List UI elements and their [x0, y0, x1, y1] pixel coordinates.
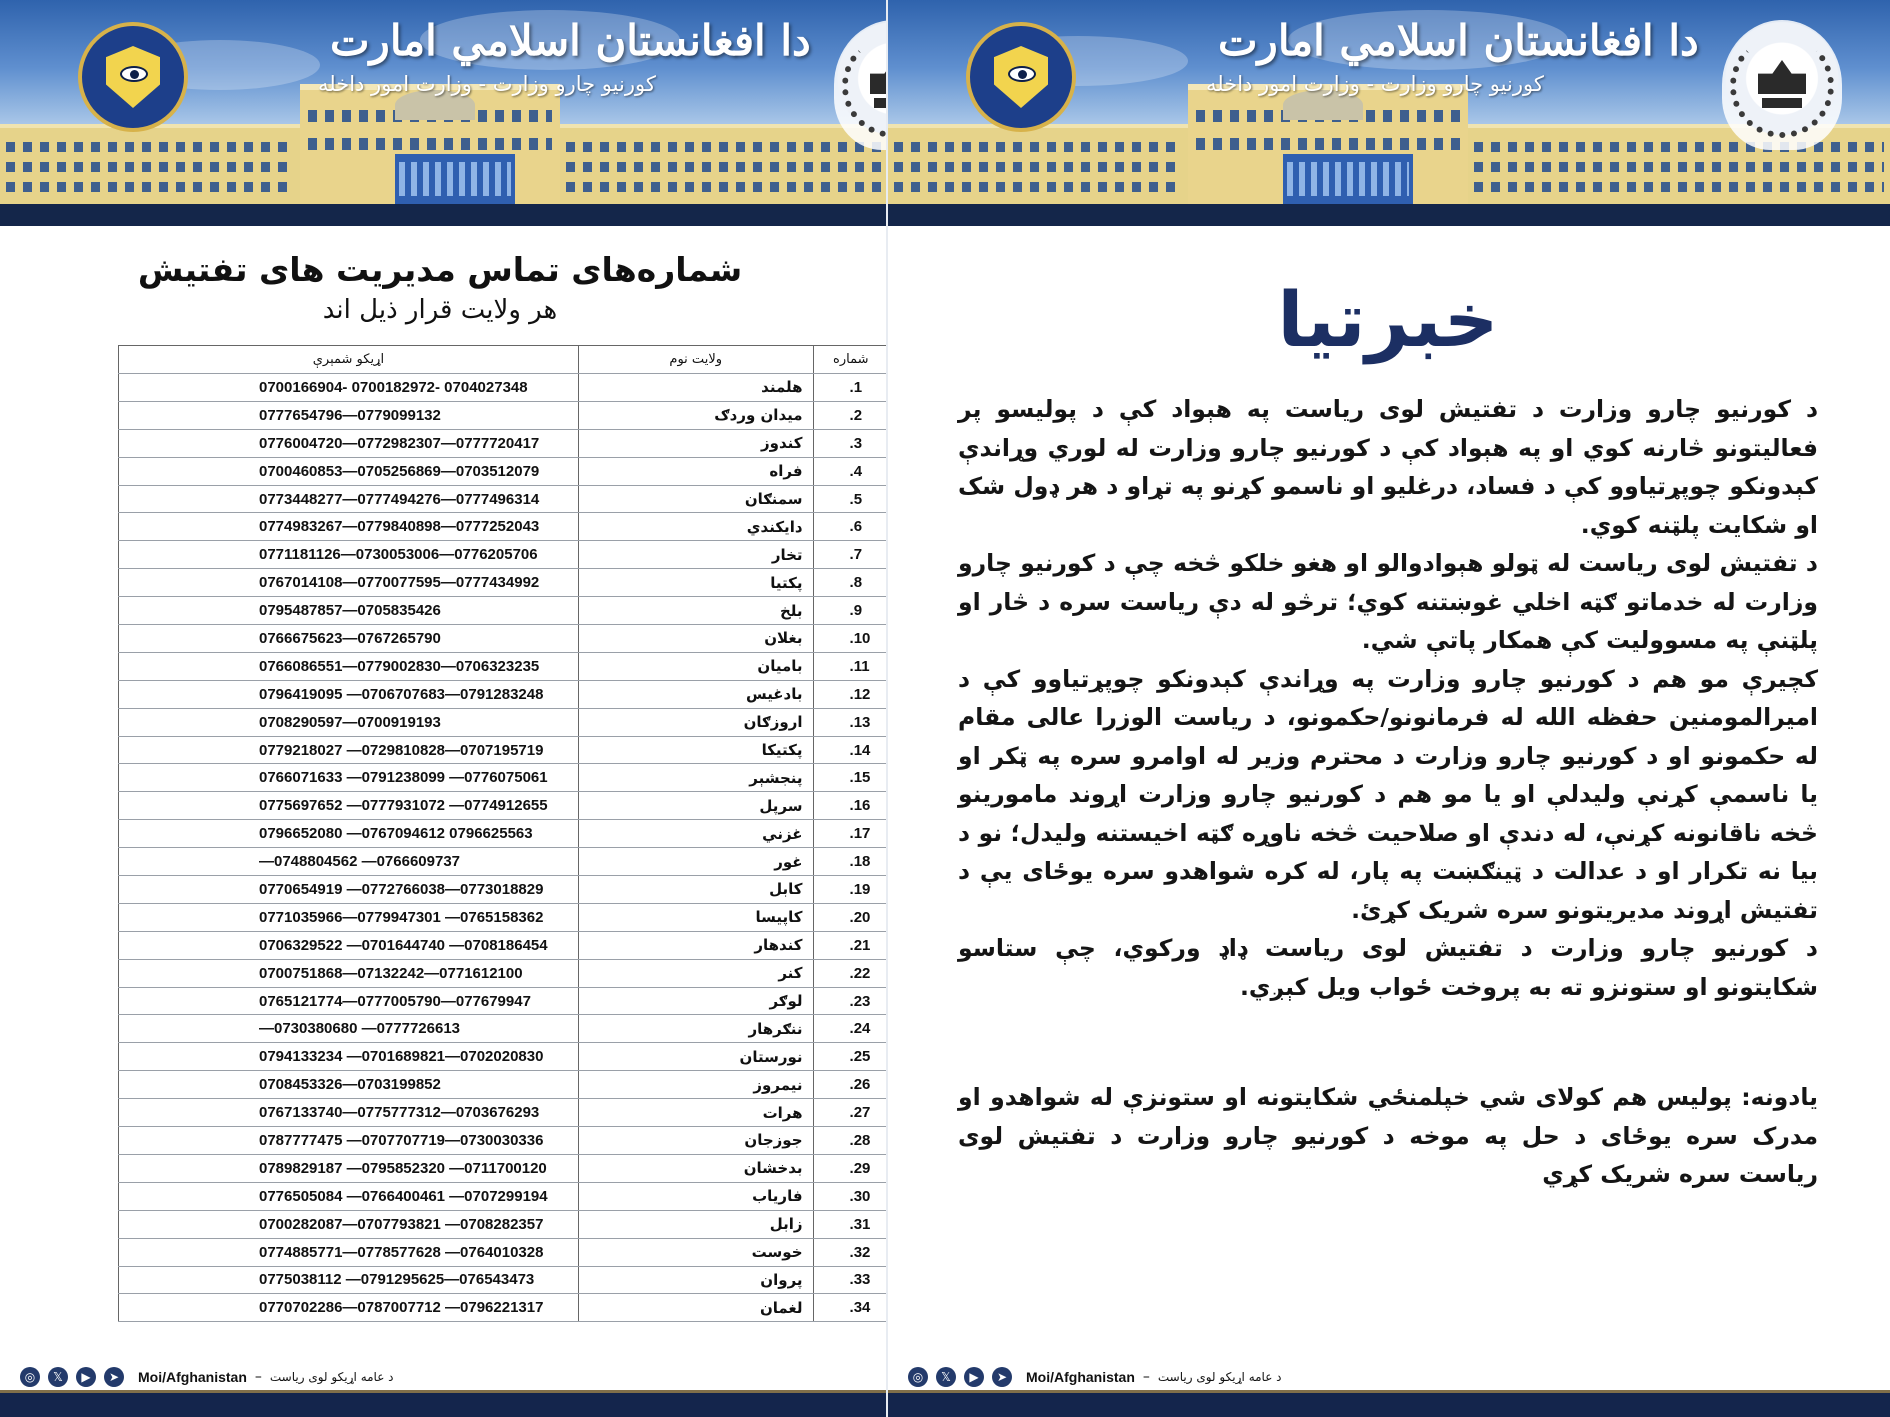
phone-cell: 0787777475 —0707707719—0730030336: [119, 1127, 579, 1155]
phone-cell: 0776505084 —0766400461 —0707299194: [119, 1182, 579, 1210]
province-cell: خوست: [578, 1238, 813, 1266]
province-cell: غور: [578, 848, 813, 876]
telegram-icon[interactable]: ➤: [992, 1367, 1012, 1387]
building-entrance: [1283, 154, 1413, 204]
province-cell: نورستان: [578, 1043, 813, 1071]
building-entrance: [395, 154, 515, 204]
table-row: [119, 987, 889, 1015]
number-cell: .26: [813, 1071, 888, 1099]
province-cell: دایکندي: [578, 513, 813, 541]
number-cell: .28: [813, 1127, 888, 1155]
table-row: [119, 625, 889, 653]
number-cell: .24: [813, 1015, 888, 1043]
phone-cell: 0777654796—0779099132: [119, 401, 579, 429]
phone-cell: —0730380680 —0777726613: [119, 1015, 579, 1043]
table-row: [119, 401, 889, 429]
phone-cell: 0796652080 —0767094612 0796625563: [119, 820, 579, 848]
number-cell: .23: [813, 987, 888, 1015]
province-cell: سرپل: [578, 792, 813, 820]
province-cell: هلمند: [578, 374, 813, 402]
table-row: [119, 652, 889, 680]
header-number: شماره: [813, 346, 888, 374]
announcement-title: خبرتیا: [1277, 275, 1499, 364]
contacts-panel: [0, 0, 888, 1417]
contacts-table: [118, 345, 888, 1322]
number-cell: .6: [813, 513, 888, 541]
table-row: [119, 1182, 889, 1210]
header-banner: [0, 0, 888, 226]
phone-cell: 0700282087—0707793821 —0708282357: [119, 1210, 579, 1238]
province-cell: کندهار: [578, 931, 813, 959]
announcement-paragraph: د تفتیش لوی ریاست له ټولو هېوادوالو او هغو خلکو څخه چې د کورنیو چارو وزارت له خدماتو ګټه اخلي غوښتنه کوي؛ ترڅو له دې ریاست سره د څار او پلټنې په مسوولیت کې همکار پاتې شي.: [958, 549, 1818, 654]
table-row: [119, 903, 889, 931]
announcement-note: یادونه: پولیس هم کولای شي خپلمنځي شکایتونه او ستونزې له شواهدو او مدرک سره یوځای د حل په موخه د کورنیو چارو وزارت د تفتیش لوی ریاست سره شریک کړي: [958, 1083, 1818, 1188]
globe-icon[interactable]: ◎: [20, 1367, 40, 1387]
phone-cell: 0708290597—0700919193: [119, 708, 579, 736]
footer-bar: [0, 1390, 888, 1417]
building-right-wing: [560, 124, 888, 204]
footer-handle[interactable]: Moi/Afghanistan: [138, 1369, 247, 1385]
table-row: [119, 569, 889, 597]
emirate-emblem: [1722, 20, 1842, 150]
table-row: [119, 1154, 889, 1182]
x-icon[interactable]: 𝕏: [48, 1367, 68, 1387]
number-cell: .30: [813, 1182, 888, 1210]
contacts-subtitle: هر ولایت قرار ذیل اند: [322, 295, 558, 325]
table-row: [119, 429, 889, 457]
phone-cell: 0776004720—0772982307—0777720417: [119, 429, 579, 457]
number-cell: .16: [813, 792, 888, 820]
number-cell: .3: [813, 429, 888, 457]
province-cell: فراه: [578, 457, 813, 485]
phone-cell: 0774885771—0778577628 —0764010328: [119, 1238, 579, 1266]
table-row: [119, 597, 889, 625]
header-province: ولایت نوم: [578, 346, 813, 374]
footer: [888, 1355, 1890, 1417]
province-cell: بغلان: [578, 625, 813, 653]
number-cell: .2: [813, 401, 888, 429]
table-row: [119, 1015, 889, 1043]
province-cell: سمنګان: [578, 485, 813, 513]
phone-cell: 0766086551—0779002830—0706323235: [119, 652, 579, 680]
ministry-subtitle: کورنیو چارو وزارت - وزارت امور داخله: [1206, 72, 1544, 96]
telegram-icon[interactable]: ➤: [104, 1367, 124, 1387]
phone-cell: 0795487857—0705835426: [119, 597, 579, 625]
province-cell: کابل: [578, 876, 813, 904]
province-cell: بادغیس: [578, 680, 813, 708]
number-cell: .32: [813, 1238, 888, 1266]
number-cell: .4: [813, 457, 888, 485]
phone-cell: 0775697652 —0777931072 —0774912655: [119, 792, 579, 820]
number-cell: .19: [813, 876, 888, 904]
table-row: [119, 374, 889, 402]
table-header-row: [119, 346, 889, 374]
number-cell: .14: [813, 736, 888, 764]
number-cell: .11: [813, 652, 888, 680]
eye-icon: [120, 66, 148, 82]
phone-cell: 0706329522 —0701644740 —0708186454: [119, 931, 579, 959]
ministry-subtitle: کورنیو چارو وزارت - وزارت امور داخله: [318, 72, 656, 96]
phone-cell: 0700751868—07132242—0771612100: [119, 959, 579, 987]
table-row: [119, 1238, 889, 1266]
table-row: [119, 736, 889, 764]
province-cell: پکتیکا: [578, 736, 813, 764]
number-cell: .12: [813, 680, 888, 708]
announcement-panel: [888, 0, 1890, 1417]
number-cell: .21: [813, 931, 888, 959]
province-cell: تخار: [578, 541, 813, 569]
contacts-title: شماره‌های تماس مدیریت های تفتیش: [137, 250, 743, 289]
footer-separator: –: [254, 1369, 262, 1385]
province-cell: پنجشېر: [578, 764, 813, 792]
phone-cell: 0700460853—0705256869—0703512079: [119, 457, 579, 485]
number-cell: .29: [813, 1154, 888, 1182]
number-cell: .27: [813, 1099, 888, 1127]
x-icon[interactable]: 𝕏: [936, 1367, 956, 1387]
number-cell: .15: [813, 764, 888, 792]
phone-cell: 0771035966—0779947301 —0765158362: [119, 903, 579, 931]
province-cell: بدخشان: [578, 1154, 813, 1182]
table-row: [119, 876, 889, 904]
table-row: [119, 1266, 889, 1294]
table-row: [119, 1043, 889, 1071]
phone-cell: —0748804562 —0766609737: [119, 848, 579, 876]
phone-cell: 0771181126—0730053006—0776205706: [119, 541, 579, 569]
phone-cell: 0700166904- 0700182972- 0704027348: [119, 374, 579, 402]
table-row: [119, 764, 889, 792]
table-row: [119, 959, 889, 987]
phone-cell: 0766071633 —0791238099 —0776075061: [119, 764, 579, 792]
province-cell: بلخ: [578, 597, 813, 625]
province-cell: کنر: [578, 959, 813, 987]
phone-cell: 0766675623—0767265790: [119, 625, 579, 653]
number-cell: .22: [813, 959, 888, 987]
number-cell: .17: [813, 820, 888, 848]
table-row: [119, 1127, 889, 1155]
phone-cell: 0770654919 —0772766038—0773018829: [119, 876, 579, 904]
province-cell: جوزجان: [578, 1127, 813, 1155]
number-cell: .25: [813, 1043, 888, 1071]
globe-icon[interactable]: ◎: [908, 1367, 928, 1387]
number-cell: .34: [813, 1294, 888, 1322]
table-row: [119, 1210, 889, 1238]
phone-cell: 0708453326—0703199852: [119, 1071, 579, 1099]
footer: [0, 1355, 888, 1417]
footer-org: د عامه اړیکو لوی ریاست: [269, 1370, 394, 1384]
province-cell: لغمان: [578, 1294, 813, 1322]
table-row: [119, 931, 889, 959]
announcement-paragraph: د کورنیو چارو وزارت د تفتیش لوی ریاست ډاډ ورکوي، چې ستاسو شکایتونو او ستونزو ته به پروخت ځواب ویل کېږي.: [958, 934, 1818, 1001]
province-cell: ننګرهار: [578, 1015, 813, 1043]
province-cell: اروزګان: [578, 708, 813, 736]
province-cell: زابل: [578, 1210, 813, 1238]
number-cell: .33: [813, 1266, 888, 1294]
emirate-title: دا افغانستان اسلامي امارت: [1218, 16, 1699, 65]
table-row: [119, 485, 889, 513]
phone-cell: 0789829187 —0795852320 —0711700120: [119, 1154, 579, 1182]
province-cell: لوګر: [578, 987, 813, 1015]
building-left-wing: [888, 124, 1188, 204]
emirate-title: دا افغانستان اسلامي امارت: [330, 16, 811, 65]
phone-cell: 0794133234 —0701689821—0702020830: [119, 1043, 579, 1071]
phone-cell: 0774983267—0779840898—0777252043: [119, 513, 579, 541]
province-cell: نیمروز: [578, 1071, 813, 1099]
table-row: [119, 708, 889, 736]
phone-cell: 0775038112 —0791295625—076543473: [119, 1266, 579, 1294]
table-row: [119, 457, 889, 485]
province-cell: فاریاب: [578, 1182, 813, 1210]
table-row: [119, 1099, 889, 1127]
announcement-paragraph: د کورنیو چارو وزارت د تفتیش لوی ریاست په هېواد کې د پولیسو پر فعالیتونو څارنه کوي او په هېواد کې د کورنیو چارو وزارت له لوري وړاندې کېدونکو چوپړتیاوو کې د فساد، درغلیو او ناسمو کړنو په تړاو د هر ډول شک او شکایت پلټنه کوي.: [958, 395, 1818, 539]
number-cell: .10: [813, 625, 888, 653]
province-cell: پکتیا: [578, 569, 813, 597]
province-cell: کندوز: [578, 429, 813, 457]
building-left-wing: [0, 124, 300, 204]
number-cell: .9: [813, 597, 888, 625]
number-cell: .7: [813, 541, 888, 569]
eye-icon: [1008, 66, 1036, 82]
table-row: [119, 1294, 889, 1322]
province-cell: پروان: [578, 1266, 813, 1294]
footer-social: [908, 1365, 1282, 1389]
number-cell: .1: [813, 374, 888, 402]
province-cell: هرات: [578, 1099, 813, 1127]
footer-handle[interactable]: Moi/Afghanistan: [1026, 1369, 1135, 1385]
youtube-icon[interactable]: ▶: [76, 1367, 96, 1387]
table-row: [119, 792, 889, 820]
phone-cell: 0767014108—0770077595—0777434992: [119, 569, 579, 597]
table-row: [119, 513, 889, 541]
table-row: [119, 848, 889, 876]
phone-cell: 0767133740—0775777312—0703676293: [119, 1099, 579, 1127]
phone-cell: 0779218027 —0729810828—0707195719: [119, 736, 579, 764]
police-logo: [78, 22, 188, 132]
table-row: [119, 820, 889, 848]
province-cell: بامیان: [578, 652, 813, 680]
police-logo: [966, 22, 1076, 132]
number-cell: .18: [813, 848, 888, 876]
number-cell: .13: [813, 708, 888, 736]
number-cell: .20: [813, 903, 888, 931]
phone-cell: 0796419095 —0706707683—0791283248: [119, 680, 579, 708]
province-cell: کاپیسا: [578, 903, 813, 931]
table-row: [119, 1071, 889, 1099]
footer-social: [20, 1365, 394, 1389]
youtube-icon[interactable]: ▶: [964, 1367, 984, 1387]
phone-cell: 0773448277—0777494276—0777496314: [119, 485, 579, 513]
number-cell: .5: [813, 485, 888, 513]
header-phone: اړیکو شمېرې: [119, 346, 579, 374]
header-banner-right: [888, 0, 1890, 226]
footer-org: د عامه اړیکو لوی ریاست: [1157, 1370, 1282, 1384]
province-cell: غزني: [578, 820, 813, 848]
phone-cell: 0770702286—0787007712 —0796221317: [119, 1294, 579, 1322]
announcement-paragraph: کچیرې مو هم د کورنیو چارو وزارت په وړاندې کېدونکو چوپړتیاوو کې د امیرالمومنین حفظه الله له فرمانونو/حکمونو، د ریاست الوزرا عالی مقام له حکمونو او د کورنیو چارو وزارت د محترم وزیر له اوامرو سره په ټکر او یا ناسمې کړنې ولیدلې او یا مو هم د کورنیو چارو وزارت اړوند مامورینو څخه ناقانونه کړنې، له دندې او صلاحیت څخه ناوړه ګټه اخیستنه ولیدل؛ نو د بیا نه تکرار او د عدالت د ټینګښت په پار، له کره شواهدو سره یوځای یې د تفتیش اړوند مدیریتونو سره شریک کړئ.: [958, 664, 1818, 924]
phone-cell: 0765121774—0777005790—077679947: [119, 987, 579, 1015]
province-cell: میدان وردګ: [578, 401, 813, 429]
footer-bar: [888, 1390, 1890, 1417]
table-row: [119, 541, 889, 569]
table-row: [119, 680, 889, 708]
announcement-body: [958, 390, 1818, 1006]
number-cell: .31: [813, 1210, 888, 1238]
footer-separator: –: [1142, 1369, 1150, 1385]
number-cell: .8: [813, 569, 888, 597]
